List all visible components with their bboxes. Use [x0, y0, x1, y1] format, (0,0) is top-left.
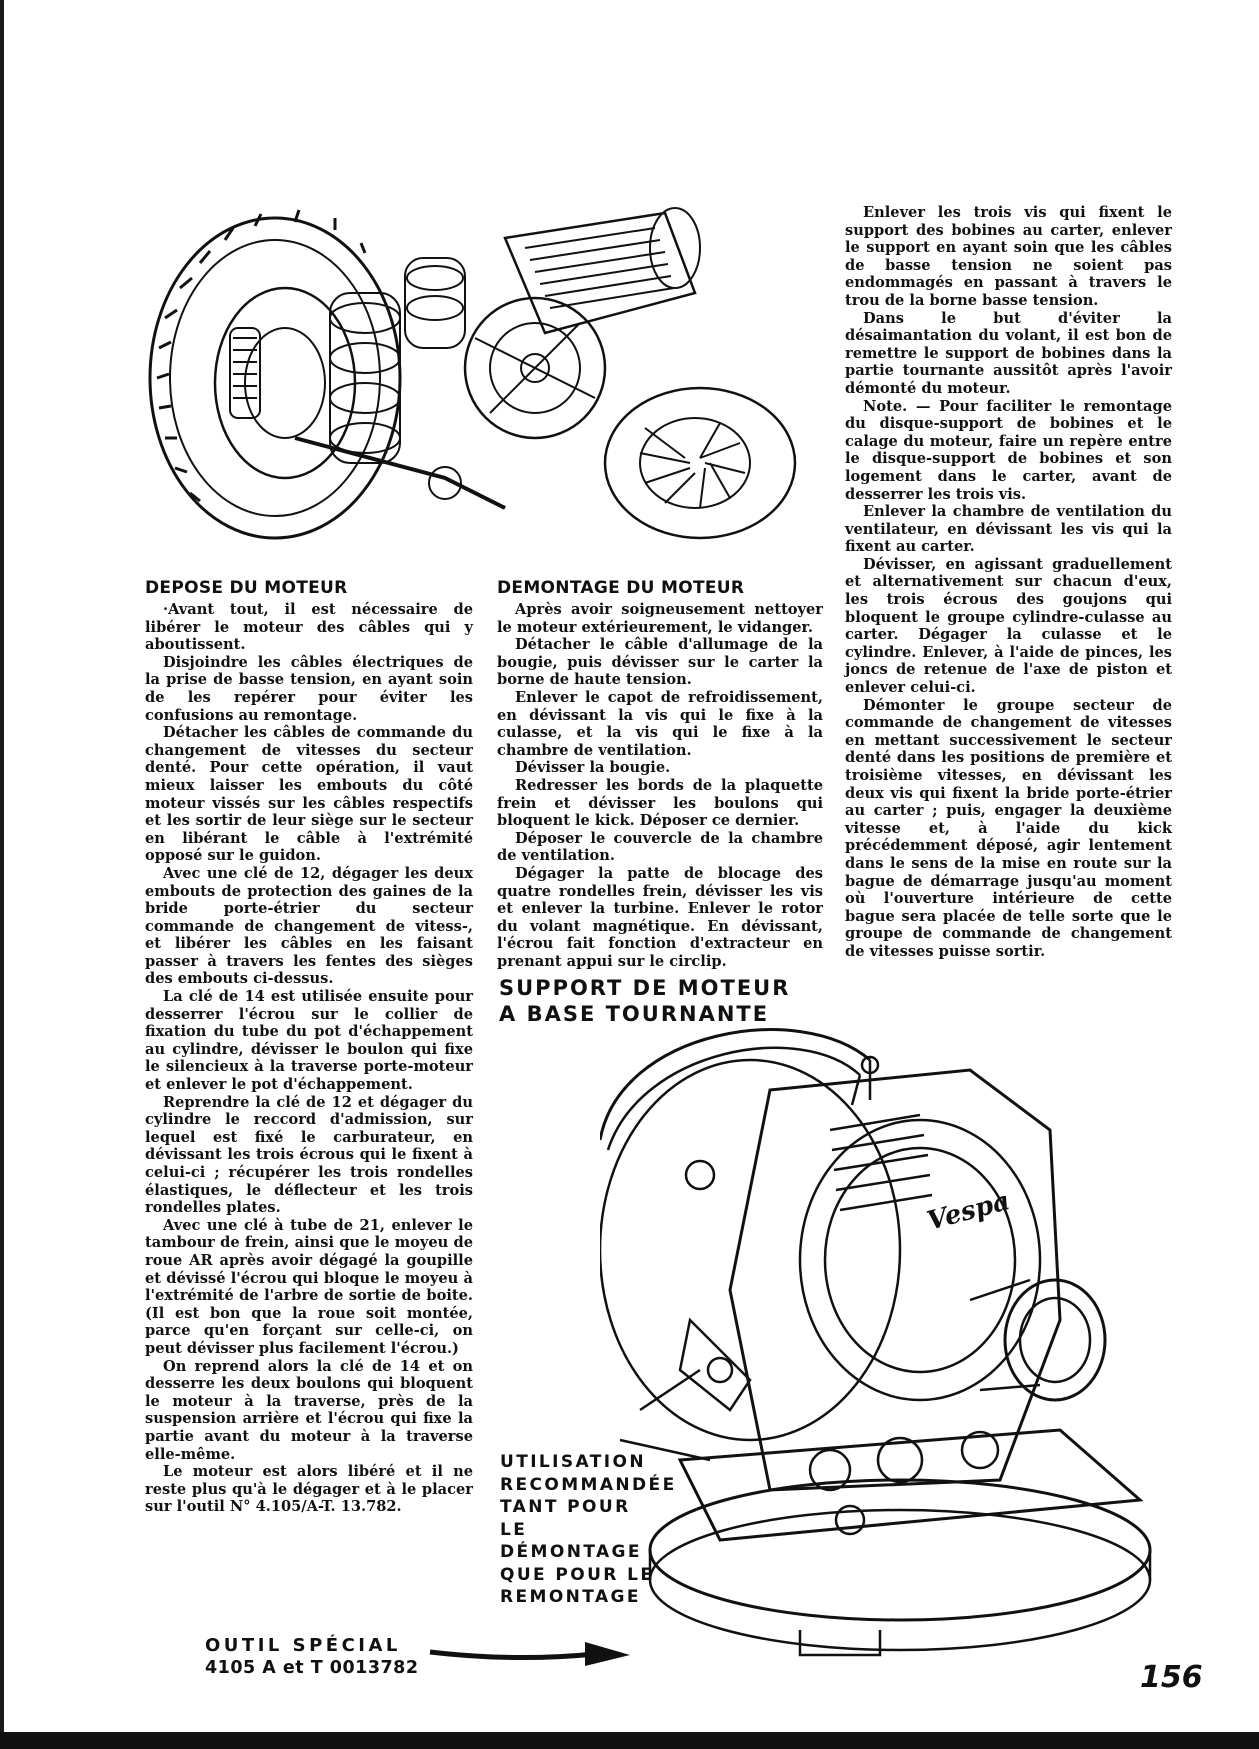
paragraph: Reprendre la clé de 12 et dégager du cylindre le reccord d'admission, sur lequel est fixé le carburateur, en dévissant les trois écrous qui le fixent à celui-ci ; récupérer les trois rondelles élastiques, le déflecteur et les trois rondelles plates. — [145, 1093, 473, 1217]
scan-edge-left — [0, 0, 4, 1749]
utilisation-line: RECOMMANDÉE — [500, 1474, 677, 1495]
support-title-line: SUPPORT DE MOTEUR — [499, 976, 791, 1000]
exploded-vespa-engine-drawing — [145, 198, 805, 558]
paragraph: Dégager la patte de blocage des quatre rondelles frein, dévisser les vis et enlever la turbine. Enlever le rotor du volant magnétique. En dévissant, l'écrou fait fonction d'extracteur en prenant appui sur le circlip. — [497, 864, 823, 970]
paragraph: La clé de 14 est utilisée ensuite pour desserrer l'écrou sur le collier de fixation du tube du pot d'échappement au cylindre, dévisser le boulon qui fixe le silencieux à la traverse porte-moteur et enlever le pot d'échappement. — [145, 988, 473, 1094]
paragraph: ·Avant tout, il est nécessaire de libérer le moteur des câbles qui y aboutissent. — [145, 601, 473, 654]
paragraph: Dévisser la bougie. — [515, 759, 671, 777]
paragraph: Disjoindre les câbles électriques de la prise de basse tension, en ayant soin de les repérer pour éviter les confusions au remontage. — [145, 653, 473, 724]
outil-line: OUTIL SPÉCIAL — [205, 1635, 401, 1656]
outil-line: 4105 A et T 0013782 — [205, 1658, 419, 1678]
page-number: 156 — [1140, 1660, 1203, 1695]
paragraph: Dans le but d'éviter la désaimantation du volant, il est bon de remettre le support de bobines dans la partie tournante aussitôt après l'avoir démonté du moteur. — [845, 309, 1172, 397]
arrow-right-icon — [425, 1640, 635, 1670]
paragraph: Enlever le capot de refroidissement, en dévissant la vis qui le fixe à la culasse, et la vis qui le fixe à la chambre de ventilation. — [497, 688, 823, 759]
paragraph: Avec une clé de 12, dégager les deux embouts de protection des gaines de la bride porte-étrier du secteur commande de changement de vitess-, et libérer les câbles en les faisant passer à travers les fentes des sièges des embouts ci-dessus. — [145, 864, 473, 988]
utilisation-callout — [500, 1451, 677, 1609]
paragraph: Note. — Pour faciliter le remontage du disque-support de bobines et le calage du moteur, faire un repère entre le disque-support de bobines et son logement dans le carter, avant de desserrer les trois vis. — [845, 397, 1172, 503]
support-title-line: A BASE TOURNANTE — [499, 1002, 770, 1026]
scan-edge-bottom — [0, 1732, 1259, 1749]
outil-special-label — [205, 1634, 420, 1679]
paragraph: Après avoir soigneusement nettoyer le moteur extérieurement, le vidanger. — [497, 601, 823, 636]
engine-on-rotating-stand-drawing — [600, 990, 1180, 1660]
paragraph: Enlever les trois vis qui fixent le support des bobines au carter, enlever le support en ayant soin que les câbles de basse tension ne soient pas endommagés en passant à travers le trou de la borne basse tension. — [845, 204, 1172, 309]
paragraph: Déposer le couvercle de la chambre de ventilation. — [497, 829, 823, 865]
paragraph: Enlever la chambre de ventilation du ventilateur, en dévissant les vis qui la fixent au carter. — [845, 503, 1172, 556]
paragraph: Avec une clé à tube de 21, enlever le tambour de frein, ainsi que le moyeu de roue AR après avoir dégagé la goupille et dévissé l'écrou qui bloque le moyeu à l'extrémité de l'arbre de sortie de boite. (Il est bon que la roue soit montée, parce qu'en forçant sur celle-ci, on peut dévisser plus facilement l'écrou.) — [145, 1216, 473, 1357]
utilisation-line: REMONTAGE — [500, 1587, 641, 1607]
utilisation-line: UTILISATION — [500, 1452, 646, 1472]
vespa-logo: Vespa — [924, 1186, 1013, 1237]
demontage-heading: DEMONTAGE DU MOTEUR — [497, 578, 745, 598]
paragraph: On reprend alors la clé de 14 et on desserre les deux boulons qui bloquent le moteur à la traverse, près de la suspension arrière et l'écrou qui fixe la partie avant du moteur à la traverse elle-même. — [145, 1357, 473, 1463]
paragraph: Détacher le câble d'allumage de la bougie, puis dévisser sur le carter la borne de haute tension. — [497, 636, 823, 689]
paragraph: Démonter le groupe secteur de commande de changement de vitesses en mettant successivement le secteur denté dans les positions de première et troisième vitesses, en dévissant les deux vis qui fixent la bride porte-étrier au carter ; puis, engager la deuxième vitesse et, à l'aide du kick précédemment déposé, agir lentement dans le sens de la mise en route sur la bague de démarrage jusqu'au moment où l'ouverture intérieure de cette bague sera placée de telle sorte que le groupe de commande de changement de vitesses puisse sortir. — [845, 696, 1172, 960]
paragraph: Redresser les bords de la plaquette frein et dévisser les boulons qui bloquent le kick. Déposer ce dernier. — [497, 776, 823, 830]
demontage-column-text — [497, 601, 823, 970]
utilisation-line: TANT POUR LE — [500, 1497, 631, 1540]
utilisation-line: QUE POUR LE — [500, 1564, 655, 1585]
right-column-text — [845, 204, 1172, 961]
paragraph: Dévisser, en agissant graduellement et alternativement sur chacun d'eux, les trois écrous des goujons qui bloquent le groupe cylindre-culasse au carter. Dégager la culasse et le cylindre. Enlever, à l'aide de pinces, les joncs de retenue de l'axe de piston et enlever celui-ci. — [845, 555, 1172, 697]
depose-heading: DEPOSE DU MOTEUR — [145, 578, 348, 598]
depose-column-text — [145, 601, 473, 1516]
paragraph: Le moteur est alors libéré et il ne reste plus qu'à le dégager et à le placer sur l'outil N° 4.105/A-T. 13.782. — [145, 1463, 473, 1516]
utilisation-line: DÉMONTAGE — [500, 1542, 642, 1562]
paragraph: Détacher les câbles de commande du changement de vitesses du secteur denté. Pour cette opération, il vaut mieux laisser les embouts du côté moteur vissés sur les câbles respectifs et les sortir de leur siège sur le secteur en libérant le câble à l'extrémité opposé sur le guidon. — [145, 724, 473, 865]
